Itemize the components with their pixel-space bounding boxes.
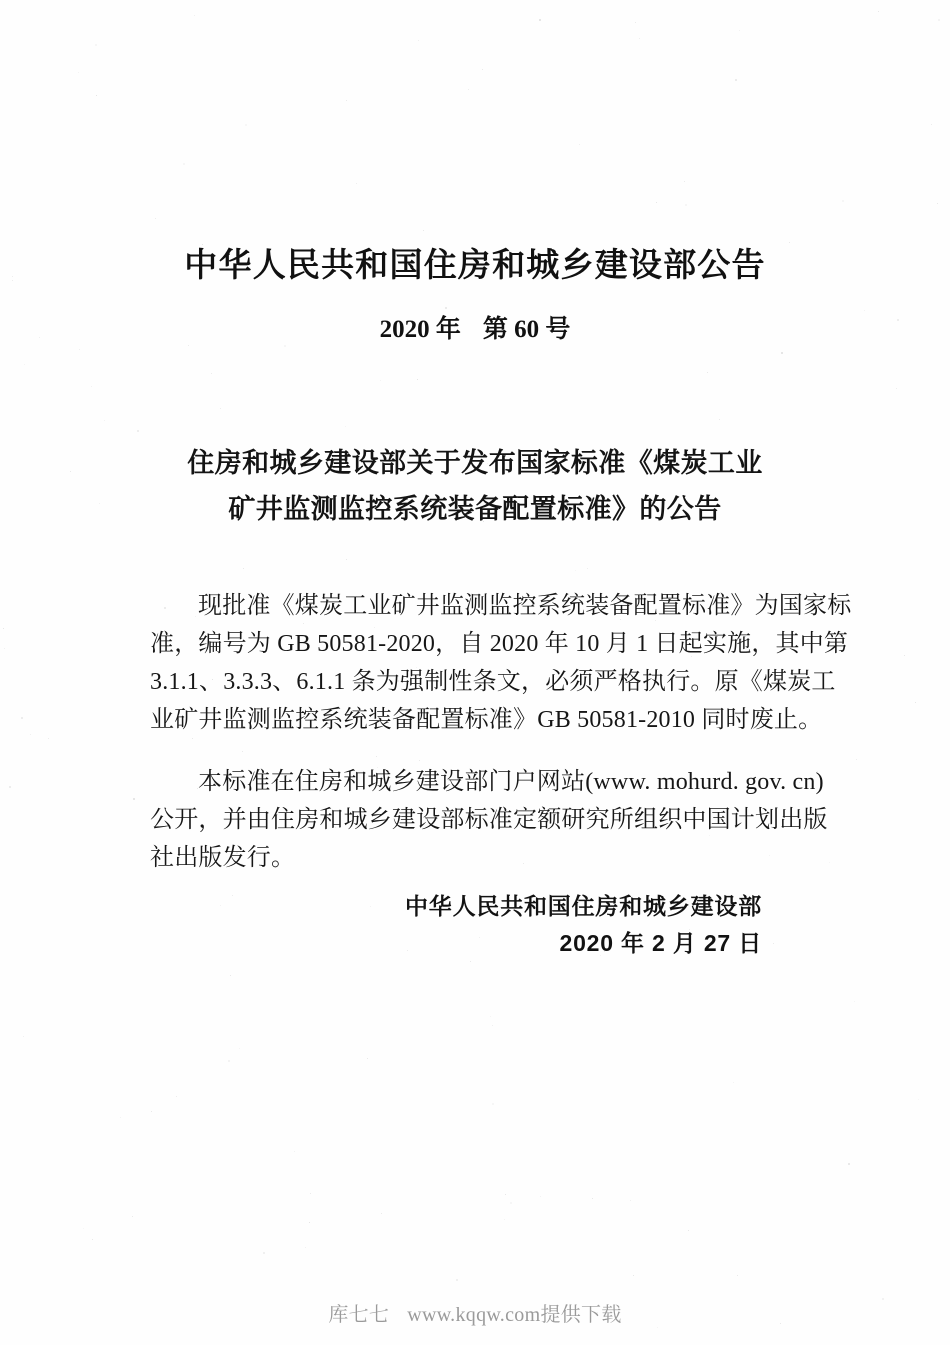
footer-site-url: www.kqqw.com <box>407 1304 541 1326</box>
page-title: 中华人民共和国住房和城乡建设部公告 <box>184 246 766 284</box>
document-body <box>150 563 852 901</box>
body-line: 公开，并由住房和城乡建设部标准定额研究所组织中国计划出版 <box>150 807 828 833</box>
document-subject <box>150 440 800 532</box>
subject-line: 住房和城乡建设部关于发布国家标准《煤炭工业 <box>187 448 763 479</box>
signature-block <box>150 888 800 962</box>
announcement-year: 2020 年 <box>379 316 461 343</box>
signature-date: 2020 年 2 月 27 日 <box>559 930 762 956</box>
body-line: 3.1.1、3.3.3、6.1.1 条为强制性条文，必须严格执行。原《煤炭工 <box>150 669 836 695</box>
subject-line: 矿井监测监控系统装备配置标准》的公告 <box>228 494 722 525</box>
body-line: 准，编号为 GB 50581-2020，自 2020 年 10 月 1 日起实施，其中第 <box>150 631 849 657</box>
footer-site-name: 库七七 <box>328 1304 390 1326</box>
footer-watermark <box>0 1298 950 1327</box>
announcement-issue: 第 60 号 <box>482 316 571 343</box>
announcement-number <box>150 309 800 345</box>
body-line <box>150 587 852 625</box>
body-line: 社出版发行。 <box>150 845 296 871</box>
signature-issuer: 中华人民共和国住房和城乡建设部 <box>405 893 762 919</box>
body-line-text: 本标准在住房和城乡建设部门户网站(www. mohurd. gov. cn) <box>198 769 824 795</box>
footer-suffix: 提供下载 <box>540 1304 622 1326</box>
body-line-text: 现批准《煤炭工业矿井监测监控系统装备配置标准》为国家标 <box>198 593 852 619</box>
body-line <box>150 763 824 801</box>
paragraph-publication <box>150 763 828 877</box>
body-line: 业矿井监测监控系统装备配置标准》GB 50581-2010 同时废止。 <box>150 707 823 733</box>
paragraph-approval <box>150 587 852 739</box>
